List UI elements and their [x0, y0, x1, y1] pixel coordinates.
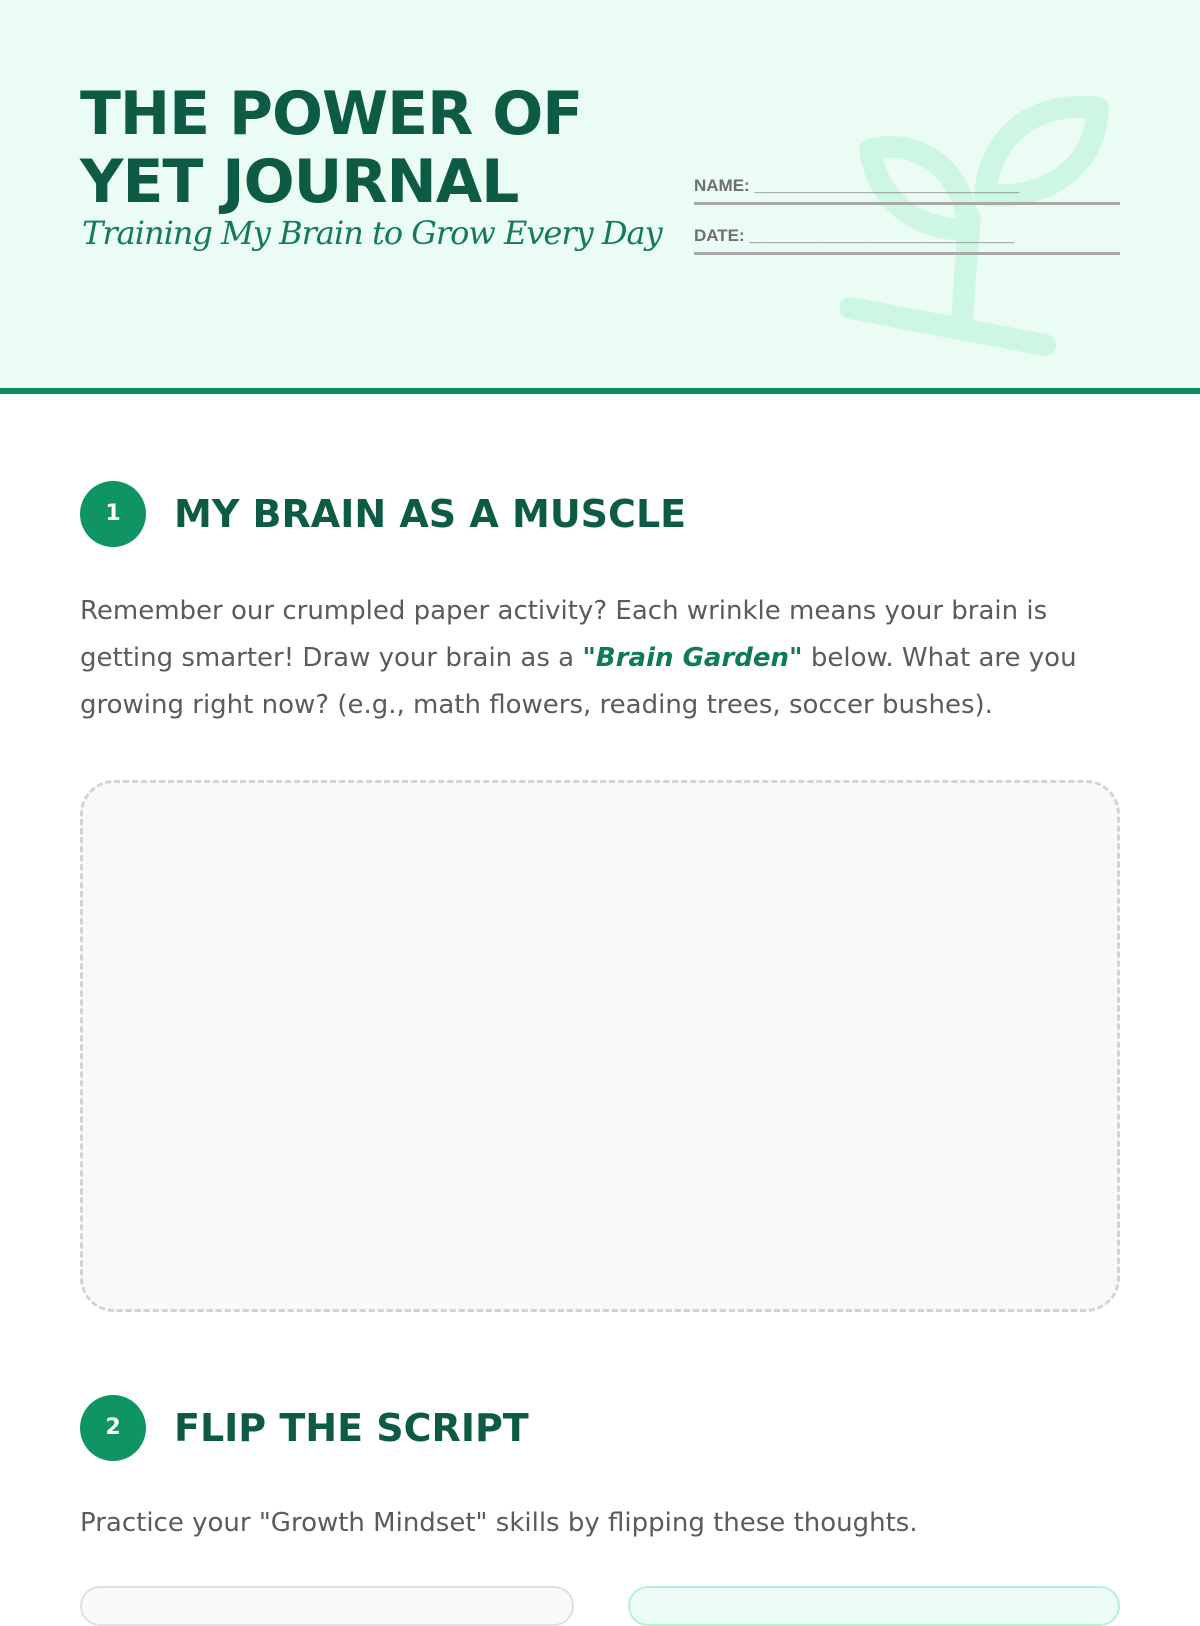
date-field[interactable]: DATE: ____________________________	[694, 226, 1120, 255]
section-title: FLIP THE SCRIPT	[174, 1406, 529, 1450]
section-title: MY BRAIN AS A MUSCLE	[174, 492, 687, 536]
growth-mindset-card	[628, 1586, 1120, 1626]
name-field[interactable]: NAME: ____________________________	[694, 176, 1120, 205]
section-number-badge: 2	[80, 1395, 146, 1461]
journal-header	[0, 0, 1200, 394]
journal-subtitle: Training My Brain to Grow Every Day	[82, 214, 662, 252]
section-1-instructions	[80, 588, 1120, 729]
section-2-instructions: Practice your "Growth Mindset" skills by flipping these thoughts.	[80, 1508, 918, 1538]
journal-title: THE POWER OF YET JOURNAL	[80, 79, 583, 217]
fixed-mindset-card	[80, 1586, 574, 1626]
brain-garden-highlight: "Brain Garden"	[582, 643, 803, 673]
instruction-text: Remember our crumpled paper activity? Each wrinkle means your brain is getting smarter! Draw your brain as a	[80, 596, 1048, 673]
brain-garden-drawing-area[interactable]	[80, 780, 1120, 1312]
section-number-badge: 1	[80, 481, 146, 547]
instruction-text-continued: below. What are you growing right now? (e.g., math flowers, reading trees, soccer bushes).	[80, 643, 1077, 720]
